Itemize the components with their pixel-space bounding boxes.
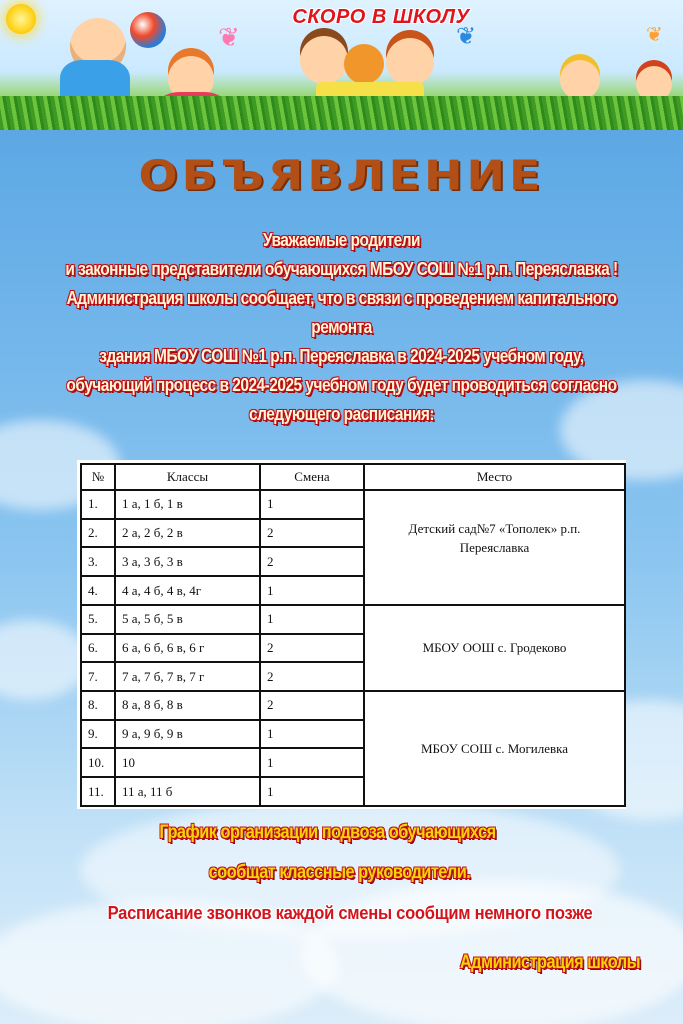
row-shift: 1 xyxy=(260,777,364,806)
signature: Администрация школы xyxy=(459,952,641,973)
row-number: 1. xyxy=(81,490,115,519)
child-illustration-icon xyxy=(300,36,348,84)
intro-line: следующего расписания: xyxy=(248,404,435,424)
column-header-classes: Классы xyxy=(115,464,260,490)
page-title: ОБЪЯВЛЕНИЕ xyxy=(138,150,545,200)
row-shift: 1 xyxy=(260,576,364,605)
row-place xyxy=(364,490,625,605)
transport-note-line: График организации подвоза обучающихся xyxy=(159,822,496,843)
header-banner xyxy=(0,0,683,130)
row-classes: 10 xyxy=(115,748,260,777)
row-shift: 1 xyxy=(260,748,364,777)
row-shift: 1 xyxy=(260,720,364,749)
row-shift: 2 xyxy=(260,691,364,720)
row-number: 2. xyxy=(81,519,115,548)
row-classes: 8 а, 8 б, 8 в xyxy=(115,691,260,720)
row-number: 4. xyxy=(81,576,115,605)
row-shift: 2 xyxy=(260,519,364,548)
table-header-row xyxy=(81,464,625,490)
intro-line: и законные представители обучающихся МБОУ СОШ №1 р.п. Переяславка ! xyxy=(65,259,618,279)
transport-note-line: сообщат классные руководители. xyxy=(208,862,471,883)
butterfly-icon: ❦ xyxy=(456,23,477,50)
intro-line: Администрация школы сообщает, что в связи с проведением капитального ремонта xyxy=(66,288,617,337)
row-shift: 1 xyxy=(260,490,364,519)
row-classes: 7 а, 7 б, 7 в, 7 г xyxy=(115,662,260,691)
intro-line: здания МБОУ СОШ №1 р.п. Переяславка в 2024-2025 учебном году, xyxy=(99,346,584,366)
row-number: 3. xyxy=(81,547,115,576)
row-number: 7. xyxy=(81,662,115,691)
row-shift: 1 xyxy=(260,605,364,634)
child-illustration-icon xyxy=(560,60,600,100)
row-classes: 5 а, 5 б, 5 в xyxy=(115,605,260,634)
row-number: 5. xyxy=(81,605,115,634)
row-classes: 2 а, 2 б, 2 в xyxy=(115,519,260,548)
place-name: МБОУ ООШ с. Гродеково xyxy=(422,640,567,656)
child-illustration-icon xyxy=(386,38,434,86)
intro-line: обучающий процесс в 2024-2025 учебном году будет проводиться согласно xyxy=(66,375,617,395)
column-header-place: Место xyxy=(364,464,625,490)
row-classes: 11 а, 11 б xyxy=(115,777,260,806)
table-row xyxy=(81,691,625,720)
row-classes: 3 а, 3 б, 3 в xyxy=(115,547,260,576)
schedule-table-container xyxy=(77,460,626,809)
sun-icon xyxy=(6,4,36,34)
place-name: Детский сад№7 «Тополек» р.п. xyxy=(408,520,581,536)
table-row xyxy=(81,605,625,634)
intro-text xyxy=(0,226,683,429)
intro-line: Уважаемые родители xyxy=(262,230,421,250)
ball-icon xyxy=(130,12,166,48)
place-name: МБОУ СОШ с. Могилевка xyxy=(420,741,569,757)
butterfly-icon: ❦ xyxy=(646,24,663,46)
row-number: 9. xyxy=(81,720,115,749)
row-number: 8. xyxy=(81,691,115,720)
grass-decoration xyxy=(0,96,683,130)
row-number: 11. xyxy=(81,777,115,806)
row-classes: 4 а, 4 б, 4 в, 4г xyxy=(115,576,260,605)
row-number: 6. xyxy=(81,634,115,663)
butterfly-icon: ❦ xyxy=(218,22,240,52)
cat-illustration-icon xyxy=(344,44,384,84)
row-shift: 2 xyxy=(260,547,364,576)
banner-title: СКОРО В ШКОЛУ xyxy=(292,6,470,28)
row-place xyxy=(364,605,625,691)
row-classes: 1 а, 1 б, 1 в xyxy=(115,490,260,519)
column-header-shift: Смена xyxy=(260,464,364,490)
row-classes: 6 а, 6 б, 6 в, 6 г xyxy=(115,634,260,663)
table-row xyxy=(81,490,625,519)
row-shift: 2 xyxy=(260,634,364,663)
column-header-number: № xyxy=(81,464,115,490)
schedule-table xyxy=(80,463,626,807)
row-place xyxy=(364,691,625,806)
row-number: 10. xyxy=(81,748,115,777)
row-classes: 9 а, 9 б, 9 в xyxy=(115,720,260,749)
row-shift: 2 xyxy=(260,662,364,691)
place-name-cont: Переяславка xyxy=(459,539,530,555)
bells-note: Расписание звонков каждой смены сообщим немного позже xyxy=(107,903,593,923)
